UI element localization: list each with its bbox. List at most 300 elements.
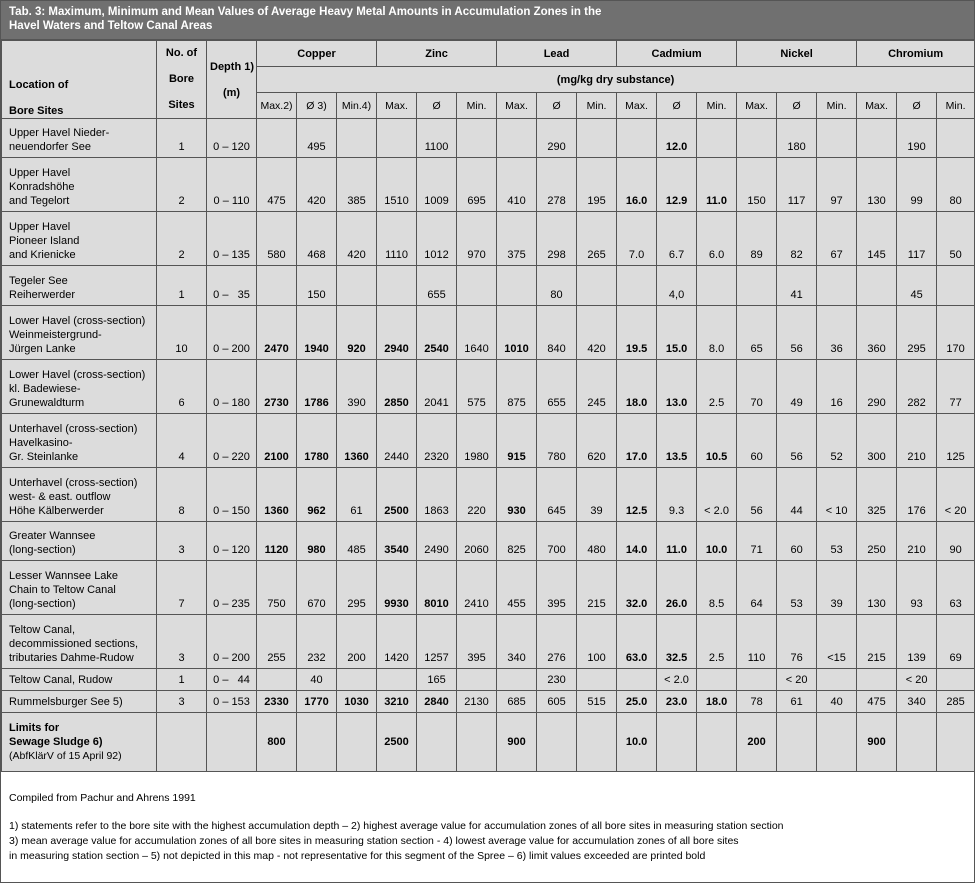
depth-cell: 0 – 120 <box>207 522 257 561</box>
value-cell: 920 <box>337 306 377 360</box>
value-cell: 215 <box>577 561 617 615</box>
location-cell <box>2 522 157 561</box>
cadmium-min-header: Min. <box>697 93 737 119</box>
value-cell: 90 <box>937 522 975 561</box>
value-cell: 2500 <box>377 468 417 522</box>
location-line: and Tegelort <box>9 195 70 207</box>
bore-sites-cell: 2 <box>157 158 207 212</box>
value-cell <box>577 669 617 691</box>
limit-value-cell <box>577 713 617 772</box>
value-cell: 40 <box>297 669 337 691</box>
value-cell: 230 <box>537 669 577 691</box>
location-line: Teltow Canal, <box>9 624 76 636</box>
chromium-min-header: Min. <box>937 93 975 119</box>
value-cell <box>337 266 377 306</box>
value-cell: 410 <box>497 158 537 212</box>
value-cell: 1420 <box>377 615 417 669</box>
table-row <box>2 561 975 615</box>
value-cell <box>617 266 657 306</box>
chromium-max-header: Max. <box>857 93 897 119</box>
value-cell: 71 <box>737 522 777 561</box>
location-line: Gr. Steinlanke <box>9 451 79 463</box>
value-cell: 63 <box>937 561 975 615</box>
location-header <box>2 41 157 119</box>
value-cell: 78 <box>737 691 777 713</box>
value-cell: 750 <box>257 561 297 615</box>
value-cell: 1780 <box>297 414 337 468</box>
value-cell: 176 <box>897 468 937 522</box>
value-cell: 375 <box>497 212 537 266</box>
value-cell: 56 <box>777 414 817 468</box>
bore-sites-cell: 2 <box>157 212 207 266</box>
value-cell: 245 <box>577 360 617 414</box>
value-cell: 165 <box>417 669 457 691</box>
value-cell: 210 <box>897 414 937 468</box>
value-cell: 2320 <box>417 414 457 468</box>
nickel-mean-header: Ø <box>777 93 817 119</box>
value-cell <box>817 119 857 158</box>
value-cell: 2440 <box>377 414 417 468</box>
value-cell <box>617 119 657 158</box>
value-cell <box>697 119 737 158</box>
value-cell: 385 <box>337 158 377 212</box>
value-cell: 1257 <box>417 615 457 669</box>
value-cell: 11.0 <box>697 158 737 212</box>
metal-header-lead: Lead <box>497 41 617 67</box>
value-cell: 125 <box>937 414 975 468</box>
limit-value-cell <box>457 713 497 772</box>
value-cell: 915 <box>497 414 537 468</box>
table-row <box>2 468 975 522</box>
title-line-1: Tab. 3: Maximum, Minimum and Mean Values of Average Heavy Metal Amounts in Accumulation Zones in the <box>9 6 602 18</box>
value-cell: 2540 <box>417 306 457 360</box>
value-cell: 475 <box>257 158 297 212</box>
value-cell: 99 <box>897 158 937 212</box>
location-cell <box>2 615 157 669</box>
bore-sites-cell: 1 <box>157 119 207 158</box>
depth-cell: 0 – 135 <box>207 212 257 266</box>
limits-label-cell <box>2 713 157 772</box>
value-cell: 13.0 <box>657 360 697 414</box>
value-cell: 32.0 <box>617 561 657 615</box>
value-cell: 1640 <box>457 306 497 360</box>
value-cell: 2730 <box>257 360 297 414</box>
bore-sites-header-line2: Bore <box>168 73 195 85</box>
bore-sites-cell: 1 <box>157 669 207 691</box>
value-cell: 97 <box>817 158 857 212</box>
limit-value-cell <box>297 713 337 772</box>
location-cell <box>2 468 157 522</box>
value-cell: 495 <box>297 119 337 158</box>
empty-cell <box>157 713 207 772</box>
value-cell: 215 <box>857 615 897 669</box>
value-cell: 1100 <box>417 119 457 158</box>
nickel-min-header: Min. <box>817 93 857 119</box>
value-cell <box>377 119 417 158</box>
value-cell: 190 <box>897 119 937 158</box>
location-cell <box>2 561 157 615</box>
copper-max-header: Max.2) <box>257 93 297 119</box>
value-cell: 39 <box>577 468 617 522</box>
value-cell: 80 <box>537 266 577 306</box>
value-cell: 130 <box>857 158 897 212</box>
value-cell: 295 <box>897 306 937 360</box>
location-line: Grunewaldturm <box>9 397 85 409</box>
value-cell: 2100 <box>257 414 297 468</box>
value-cell: 32.5 <box>657 615 697 669</box>
value-cell: < 2.0 <box>697 468 737 522</box>
value-cell: 63.0 <box>617 615 657 669</box>
value-cell: 61 <box>777 691 817 713</box>
value-cell: 1360 <box>337 414 377 468</box>
value-cell: 1360 <box>257 468 297 522</box>
table-row <box>2 522 975 561</box>
value-cell <box>857 266 897 306</box>
value-cell: 360 <box>857 306 897 360</box>
value-cell <box>857 669 897 691</box>
value-cell: 395 <box>537 561 577 615</box>
value-cell: 655 <box>537 360 577 414</box>
location-line: tributaries Dahme-Rudow <box>9 652 134 664</box>
value-cell: 67 <box>817 212 857 266</box>
value-cell: 645 <box>537 468 577 522</box>
value-cell: 100 <box>577 615 617 669</box>
location-cell <box>2 212 157 266</box>
value-cell: 13.5 <box>657 414 697 468</box>
value-cell: 56 <box>737 468 777 522</box>
value-cell: 25.0 <box>617 691 657 713</box>
value-cell <box>497 266 537 306</box>
value-cell <box>457 266 497 306</box>
empty-cell <box>207 713 257 772</box>
value-cell: < 10 <box>817 468 857 522</box>
copper-min-header: Min.4) <box>337 93 377 119</box>
metal-header-cadmium: Cadmium <box>617 41 737 67</box>
value-cell: 290 <box>537 119 577 158</box>
value-cell <box>337 669 377 691</box>
bore-sites-cell: 8 <box>157 468 207 522</box>
value-cell: 14.0 <box>617 522 657 561</box>
value-cell: 3210 <box>377 691 417 713</box>
value-cell <box>497 669 537 691</box>
location-line: Lesser Wannsee Lake <box>9 570 119 582</box>
table-footnotes <box>1 779 974 882</box>
value-cell: 65 <box>737 306 777 360</box>
limit-value-cell: 10.0 <box>617 713 657 772</box>
value-cell: 1510 <box>377 158 417 212</box>
value-cell: 16.0 <box>617 158 657 212</box>
value-cell: 15.0 <box>657 306 697 360</box>
value-cell: 210 <box>897 522 937 561</box>
limit-value-cell <box>817 713 857 772</box>
table-row <box>2 158 975 212</box>
value-cell: 825 <box>497 522 537 561</box>
value-cell: 7.0 <box>617 212 657 266</box>
value-cell: 1010 <box>497 306 537 360</box>
table-row <box>2 691 975 713</box>
lead-mean-header: Ø <box>537 93 577 119</box>
zinc-max-header: Max. <box>377 93 417 119</box>
value-cell: 780 <box>537 414 577 468</box>
value-cell: 64 <box>737 561 777 615</box>
value-cell <box>257 669 297 691</box>
value-cell <box>257 119 297 158</box>
value-cell: 962 <box>297 468 337 522</box>
cadmium-max-header: Max. <box>617 93 657 119</box>
table-row <box>2 212 975 266</box>
value-cell: 150 <box>737 158 777 212</box>
footnote-line: in measuring station section – 5) not depicted in this map - not representative for this segment of the Spree – 6) limit values exceeded are printed bold <box>9 850 706 862</box>
location-line: Rummelsburger See 5) <box>9 696 123 708</box>
value-cell: 89 <box>737 212 777 266</box>
value-cell: 1120 <box>257 522 297 561</box>
value-cell: 130 <box>857 561 897 615</box>
limit-value-cell <box>697 713 737 772</box>
value-cell: 420 <box>337 212 377 266</box>
value-cell: 2470 <box>257 306 297 360</box>
bore-sites-cell: 10 <box>157 306 207 360</box>
value-cell: 23.0 <box>657 691 697 713</box>
metal-header-nickel: Nickel <box>737 41 857 67</box>
limit-value-cell <box>657 713 697 772</box>
limit-value-cell: 900 <box>857 713 897 772</box>
depth-header <box>207 41 257 119</box>
location-cell <box>2 360 157 414</box>
value-cell: 1110 <box>377 212 417 266</box>
value-cell: 49 <box>777 360 817 414</box>
location-line: Upper Havel <box>9 167 71 179</box>
value-cell: 77 <box>937 360 975 414</box>
bore-sites-header-line1: No. of <box>165 47 198 59</box>
value-cell: 12.0 <box>657 119 697 158</box>
value-cell: 300 <box>857 414 897 468</box>
value-cell: 52 <box>817 414 857 468</box>
copper-mean-header: Ø 3) <box>297 93 337 119</box>
location-header-line1: Location of <box>9 79 69 91</box>
value-cell: 6.0 <box>697 212 737 266</box>
value-cell: 2410 <box>457 561 497 615</box>
location-cell <box>2 691 157 713</box>
location-line: Lower Havel (cross-section) <box>9 369 146 381</box>
value-cell: 36 <box>817 306 857 360</box>
value-cell: 61 <box>337 468 377 522</box>
value-cell: < 2.0 <box>657 669 697 691</box>
location-cell <box>2 306 157 360</box>
value-cell <box>937 669 975 691</box>
value-cell: 39 <box>817 561 857 615</box>
depth-cell: 0 – 220 <box>207 414 257 468</box>
metal-header-copper: Copper <box>257 41 377 67</box>
value-cell: 515 <box>577 691 617 713</box>
depth-cell: 0 – 200 <box>207 615 257 669</box>
footnote-line: 1) statements refer to the bore site with the highest accumulation depth – 2) highest average value for accumulation zones of all bore sites in measuring station section <box>9 820 784 832</box>
location-line: Upper Havel <box>9 221 71 233</box>
value-cell: 285 <box>937 691 975 713</box>
value-cell: 1012 <box>417 212 457 266</box>
depth-header-line2: (m) <box>222 86 241 99</box>
location-line: west- & east. outflow <box>9 491 111 503</box>
source-note: Compiled from Pachur and Ahrens 1991 <box>9 792 196 804</box>
value-cell: 875 <box>497 360 537 414</box>
metal-header-zinc: Zinc <box>377 41 497 67</box>
value-cell: 117 <box>897 212 937 266</box>
value-cell: 117 <box>777 158 817 212</box>
value-cell: 180 <box>777 119 817 158</box>
value-cell: 53 <box>817 522 857 561</box>
limits-label-line: Limits for <box>9 722 60 734</box>
value-cell: 3540 <box>377 522 417 561</box>
value-cell: 290 <box>857 360 897 414</box>
value-cell: 298 <box>537 212 577 266</box>
limits-label-line: Sewage Sludge 6) <box>9 736 103 748</box>
limit-value-cell <box>417 713 457 772</box>
value-cell: 2060 <box>457 522 497 561</box>
value-cell: 1770 <box>297 691 337 713</box>
value-cell: 575 <box>457 360 497 414</box>
value-cell: 2130 <box>457 691 497 713</box>
value-cell: 8.5 <box>697 561 737 615</box>
value-cell <box>737 119 777 158</box>
value-cell: 325 <box>857 468 897 522</box>
location-cell <box>2 119 157 158</box>
value-cell: 468 <box>297 212 337 266</box>
depth-cell: 0 – 180 <box>207 360 257 414</box>
value-cell <box>737 669 777 691</box>
title-line-2: Havel Waters and Teltow Canal Areas <box>9 20 213 32</box>
bore-sites-header <box>157 41 207 119</box>
value-cell: 18.0 <box>617 360 657 414</box>
value-cell <box>697 669 737 691</box>
location-line: Unterhavel (cross-section) <box>9 423 138 435</box>
value-cell: 44 <box>777 468 817 522</box>
value-cell: 60 <box>737 414 777 468</box>
location-line: kl. Badewiese- <box>9 383 81 395</box>
metal-header-chromium: Chromium <box>857 41 975 67</box>
value-cell: 12.9 <box>657 158 697 212</box>
value-cell: 69 <box>937 615 975 669</box>
value-cell: 150 <box>297 266 337 306</box>
value-cell: 76 <box>777 615 817 669</box>
value-cell: 18.0 <box>697 691 737 713</box>
nickel-max-header: Max. <box>737 93 777 119</box>
value-cell: 390 <box>337 360 377 414</box>
location-line: Jürgen Lanke <box>9 343 76 355</box>
depth-header-line1: Depth 1) <box>210 60 254 73</box>
value-cell: 10.0 <box>697 522 737 561</box>
value-cell: 139 <box>897 615 937 669</box>
value-cell: < 20 <box>937 468 975 522</box>
value-cell <box>457 669 497 691</box>
value-cell: 93 <box>897 561 937 615</box>
value-cell: 170 <box>937 306 975 360</box>
value-cell: 480 <box>577 522 617 561</box>
unit-header: (mg/kg dry substance) <box>257 67 975 93</box>
value-cell: 2850 <box>377 360 417 414</box>
value-cell: 17.0 <box>617 414 657 468</box>
value-cell <box>377 266 417 306</box>
footnote-line: 3) mean average value for accumulation zones of all bore sites in measuring station section - 4) lowest average value for accumulation zones of all bore sites <box>9 835 739 847</box>
value-cell: 80 <box>937 158 975 212</box>
location-line: Reiherwerder <box>9 289 76 301</box>
zinc-min-header: Min. <box>457 93 497 119</box>
value-cell <box>577 266 617 306</box>
table-row <box>2 266 975 306</box>
depth-cell: 0 – 153 <box>207 691 257 713</box>
table-row <box>2 360 975 414</box>
table-row <box>2 669 975 691</box>
value-cell: 2840 <box>417 691 457 713</box>
depth-cell: 0 – 200 <box>207 306 257 360</box>
value-cell: 26.0 <box>657 561 697 615</box>
bore-sites-cell: 3 <box>157 615 207 669</box>
location-line: (long-section) <box>9 598 76 610</box>
heavy-metal-table <box>1 40 975 772</box>
value-cell: 420 <box>297 158 337 212</box>
location-line: Höhe Kälberwerder <box>9 505 104 517</box>
bore-sites-cell: 1 <box>157 266 207 306</box>
value-cell: 605 <box>537 691 577 713</box>
value-cell: 82 <box>777 212 817 266</box>
location-line: (long-section) <box>9 544 76 556</box>
value-cell: 50 <box>937 212 975 266</box>
value-cell <box>577 119 617 158</box>
value-cell: 2490 <box>417 522 457 561</box>
value-cell <box>817 266 857 306</box>
location-cell <box>2 158 157 212</box>
location-line: Teltow Canal, Rudow <box>9 674 113 686</box>
value-cell: 12.5 <box>617 468 657 522</box>
location-line: decommissioned sections, <box>9 638 139 650</box>
value-cell: 2330 <box>257 691 297 713</box>
value-cell: 2940 <box>377 306 417 360</box>
limit-value-cell: 900 <box>497 713 537 772</box>
value-cell <box>817 669 857 691</box>
table-row <box>2 615 975 669</box>
table-row <box>2 414 975 468</box>
value-cell: 53 <box>777 561 817 615</box>
value-cell: 41 <box>777 266 817 306</box>
value-cell: 700 <box>537 522 577 561</box>
value-cell: 200 <box>337 615 377 669</box>
lead-min-header: Min. <box>577 93 617 119</box>
location-cell <box>2 669 157 691</box>
bore-sites-cell: 3 <box>157 522 207 561</box>
value-cell: 282 <box>897 360 937 414</box>
location-header-line2: Bore Sites <box>9 105 64 117</box>
value-cell: 8.0 <box>697 306 737 360</box>
location-line: Tegeler See <box>9 275 68 287</box>
value-cell: 6.7 <box>657 212 697 266</box>
value-cell: 145 <box>857 212 897 266</box>
value-cell: 2041 <box>417 360 457 414</box>
limits-label-line: (AbfKlärV of 15 April 92) <box>9 750 122 762</box>
value-cell: 195 <box>577 158 617 212</box>
value-cell: 685 <box>497 691 537 713</box>
value-cell: 250 <box>857 522 897 561</box>
bore-sites-cell: 7 <box>157 561 207 615</box>
value-cell <box>257 266 297 306</box>
value-cell: <15 <box>817 615 857 669</box>
value-cell: 9930 <box>377 561 417 615</box>
value-cell: 19.5 <box>617 306 657 360</box>
depth-cell: 0 – 110 <box>207 158 257 212</box>
depth-cell: 0 – 235 <box>207 561 257 615</box>
location-line: Havelkasino- <box>9 437 73 449</box>
value-cell: 395 <box>457 615 497 669</box>
value-cell <box>937 266 975 306</box>
location-line: Pioneer Island <box>9 235 80 247</box>
value-cell <box>937 119 975 158</box>
